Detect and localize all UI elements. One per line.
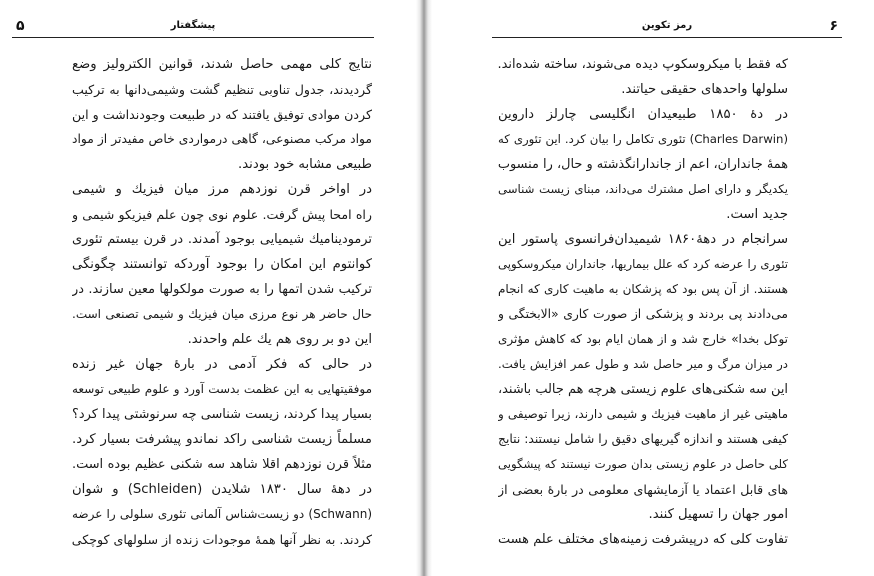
text-line: توکل بخدا» خارج شد و از همان ایام بود که کاهش مؤثری [498, 332, 788, 346]
left-page [0, 0, 416, 576]
text-line: امور جهان را تسهیل کنند. [648, 507, 788, 522]
text-line: کوانتوم این امکان را بوجود آوردکه توانستند چگونگی [72, 257, 372, 272]
text-line: در اواخر قرن نوزدهم مرز میان فیزیك و شیمی [72, 182, 372, 197]
text-line: های قابل اعتماد یا آزمایشهای معلومی در بارهٔ بعضی از [498, 482, 788, 497]
text-line: سلولها واحدهای حقیقی حیاتند. [621, 82, 788, 97]
text-line: می‌دادند پی بردند و پزشکی از صورت کاری «الابختگی و [498, 307, 788, 321]
right-page-header [492, 18, 842, 36]
text-line: ماهیتی غیر از ماهیت فیزیك و شیمی دارند، زیرا توصیفی و [498, 407, 788, 421]
text-line: جدید است. [726, 207, 788, 222]
left-page-header [12, 18, 374, 36]
text-line: (Charles Darwin) تئوری تکامل را بیان کرد. این تئوری که [498, 132, 788, 146]
page-number: ۶ [829, 18, 838, 34]
text-line: یکدیگر و دارای اصل مشترك می‌داند، مبنای زیست شناسی [498, 182, 788, 196]
text-line: تفاوت کلی که درپیشرفت زمینه‌های مختلف علم هست [498, 532, 788, 547]
text-line: مواد مرکب مصنوعی، گاهی درمواردی خاص مفیدتر از مواد [72, 132, 372, 146]
text-line: همهٔ جانداران، اعم از جاندارانگذشته و حال، را منسوب [498, 157, 788, 172]
text-line: کردن موادی توفیق یافتند که در طبیعت وجودنداشت و این [72, 107, 372, 122]
text-line: مثلاً قرن نوزدهم اقلا شاهد سه شکنی عظیم بوده است. [72, 457, 372, 472]
text-line: بسیار پیدا کردند، زیست شناسی چه سرنوشتی پیدا کرد؟ [72, 407, 372, 422]
text-line: گردیدند، جدول تناوبی تنظیم گشت وشیمی‌دانها به ترکیب [72, 82, 372, 97]
running-title: رمز تکوین [641, 20, 693, 31]
text-line: در حالی که فکر آدمی در بارهٔ جهان غیر زنده [72, 357, 372, 372]
page-number: ۵ [16, 18, 25, 34]
running-title: پیشگفتار [170, 20, 216, 31]
text-line: ترکیب شدن اتمها را به صورت مولکولها معین سازند. در [72, 282, 372, 297]
text-line: کیفی هستند و اندازه گیریهای دقیق را شامل نیستند: نتایج [498, 432, 788, 446]
text-line: تئوری را عرضه کرد که علل بیماریها، جانداران میکروسکوپی [498, 257, 788, 271]
text-line: در دههٔ سال ۱۸۳۰ شلایدن (Schleiden) و شوان [72, 482, 372, 497]
text-line: نتایج کلی مهمی حاصل شدند، قوانین الکترولیز وضع [72, 57, 372, 72]
text-line: کردند. به نظر آنها همهٔ موجودات زنده از سلولهای کوچکی [72, 532, 372, 547]
header-rule [12, 37, 374, 38]
right-page-body [498, 52, 788, 552]
text-line: در دهٔ ۱۸۵۰ طبیعیدان انگلیسی چارلز داروین [498, 107, 788, 122]
text-line: راه امحا پیش گرفت. علوم نوی چون علم فیزیکو شیمی و [72, 207, 372, 222]
text-line: ترمودینامیك شیمیایی بوجود آمدند. در قرن بیستم تئوری [72, 232, 372, 247]
text-line: که فقط با میکروسکوپ دیده می‌شوند، ساخته شده‌اند. [498, 57, 788, 72]
text-line: کلی حاصل در علوم زیستی بدان صورت نیستند که پیشگویی‌ [498, 457, 788, 471]
text-line: در میزان مرگ و میر حاصل شد و طول عمر افزایش یافت. [498, 357, 788, 371]
text-line: هستند. از آن پس بود که پزشکان به ماهیت کاری که انجام [498, 282, 788, 296]
header-rule [492, 37, 842, 38]
text-line: (Schwann) دو زیست‌شناس آلمانی تئوری سلولی را عرضه [72, 507, 372, 521]
text-line: این سه شکنی‌های علوم زیستی هرچه هم جالب باشند، [498, 382, 788, 397]
book-gutter [416, 0, 432, 576]
text-line: حال حاضر هر نوع مرزی میان فیزیك و شیمی تصنعی است. [72, 307, 372, 321]
text-line: موفقیتهایی به این عظمت بدست آورد و علوم طبیعی توسعه [72, 382, 372, 396]
text-line: این دو بر روی هم یك علم واحدند. [187, 332, 372, 347]
text-line: سرانجام در دههٔ۱۸۶۰ شیمیدان‌فرانسوی پاستور این [498, 232, 788, 247]
left-page-body [72, 52, 372, 552]
text-line: مسلماً زیست شناسی راکد نماندو پیشرفت بسیار کرد. [72, 432, 372, 447]
text-line: طبیعی مشابه خود بودند. [238, 157, 372, 172]
